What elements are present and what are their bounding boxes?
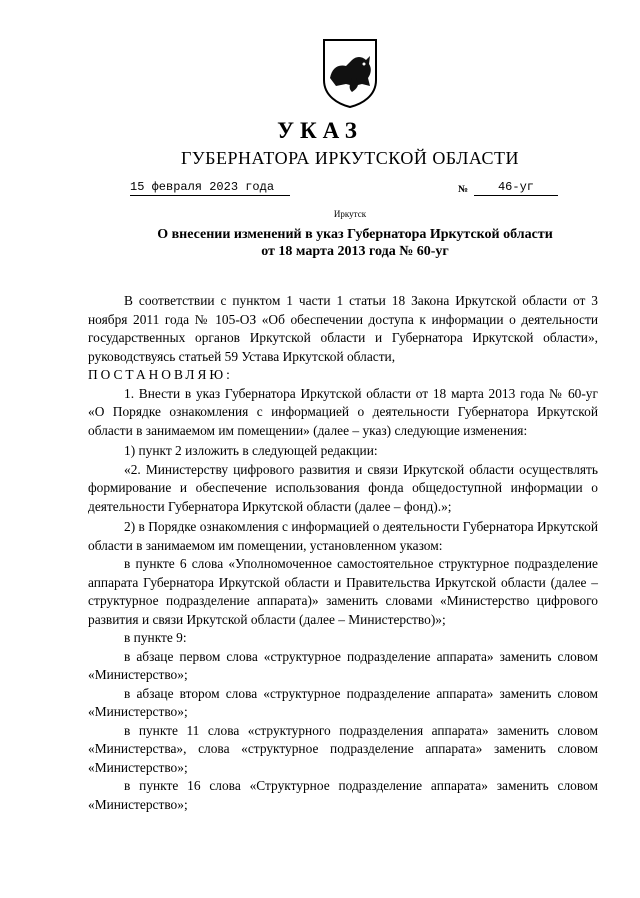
document-number: 46-уг <box>474 180 558 196</box>
paragraph-subitem-2: 2) в Порядке ознакомления с информацией о деятельности Губернатора Иркутской области в занимаемом им помещении, установленном указом: <box>88 519 598 553</box>
paragraph-point-16: в пункте 16 слова «Структурное подразделение аппарата» заменить словом «Министерство»; <box>88 778 598 812</box>
paragraph-preamble: В соответствии с пунктом 1 части 1 статьи 18 Закона Иркутской области от 3 ноября 2011 года № 105-ОЗ «Об обеспечении доступа к информации о деятельности государственных органов Иркутской области и Губернатора Иркутской области», руководствуясь статьей 59 Устава Иркутской области, <box>88 293 598 364</box>
paragraph-subitem-1: 1) пункт 2 изложить в следующей редакции: <box>124 443 378 458</box>
paragraph-point-6: в пункте 6 слова «Уполномоченное самостоятельное структурное подразделение аппарата Губернатора Иркутской области и Правительства Иркутской области (далее – структурное подразделение аппарата)» заменить словами «Министерство цифрового развития и связи Иркутской области (далее – Министерство)»; <box>88 556 598 627</box>
paragraph-item-1: 1. Внести в указ Губернатора Иркутской области от 18 марта 2013 года № 60-уг «О Порядке ознакомления с информацией о деятельности Губернатора Иркутской области в занимаемом им помещении» (далее – указ) следующие изменения: <box>88 385 598 438</box>
paragraph-point-9: в пункте 9: <box>124 630 187 645</box>
document-type-title: УКАЗ <box>277 118 363 143</box>
issuer-title: ГУБЕРНАТОРА ИРКУТСКОЙ ОБЛАСТИ <box>180 148 520 168</box>
number-label: № <box>458 184 469 195</box>
heading-line-1: О внесении изменений в указ Губернатора Иркутской области <box>157 227 553 242</box>
city-label: Иркутск <box>333 209 367 219</box>
paragraph-new-wording: «2. Министерству цифрового развития и связи Иркутской области осуществлять формирование и обеспечение использования фонда общедоступной информации о деятельности Губернатора Иркутской области (далее – фонд).»; <box>88 461 598 514</box>
paragraph-point-9-abz-2: в абзаце втором слова «структурное подразделение аппарата» заменить словом «Министерство»; <box>88 685 598 719</box>
document-date: 15 февраля 2023 года <box>130 180 290 196</box>
paragraph-point-9-abz-1: в абзаце первом слова «структурное подразделение аппарата» заменить словом «Министерство»; <box>88 648 598 682</box>
heading-line-2: от 18 марта 2013 года № 60-уг <box>261 244 449 259</box>
paragraph-resolve: ПОСТАНОВЛЯЮ: <box>88 367 233 382</box>
coat-of-arms-icon <box>322 38 378 108</box>
paragraph-point-11: в пункте 11 слова «структурного подразделения аппарата» заменить словом «Министерства», слова «структурное подразделение аппарата» заменить словом «Министерство»; <box>88 722 598 775</box>
document-heading <box>0 226 640 260</box>
document-body <box>88 292 598 814</box>
